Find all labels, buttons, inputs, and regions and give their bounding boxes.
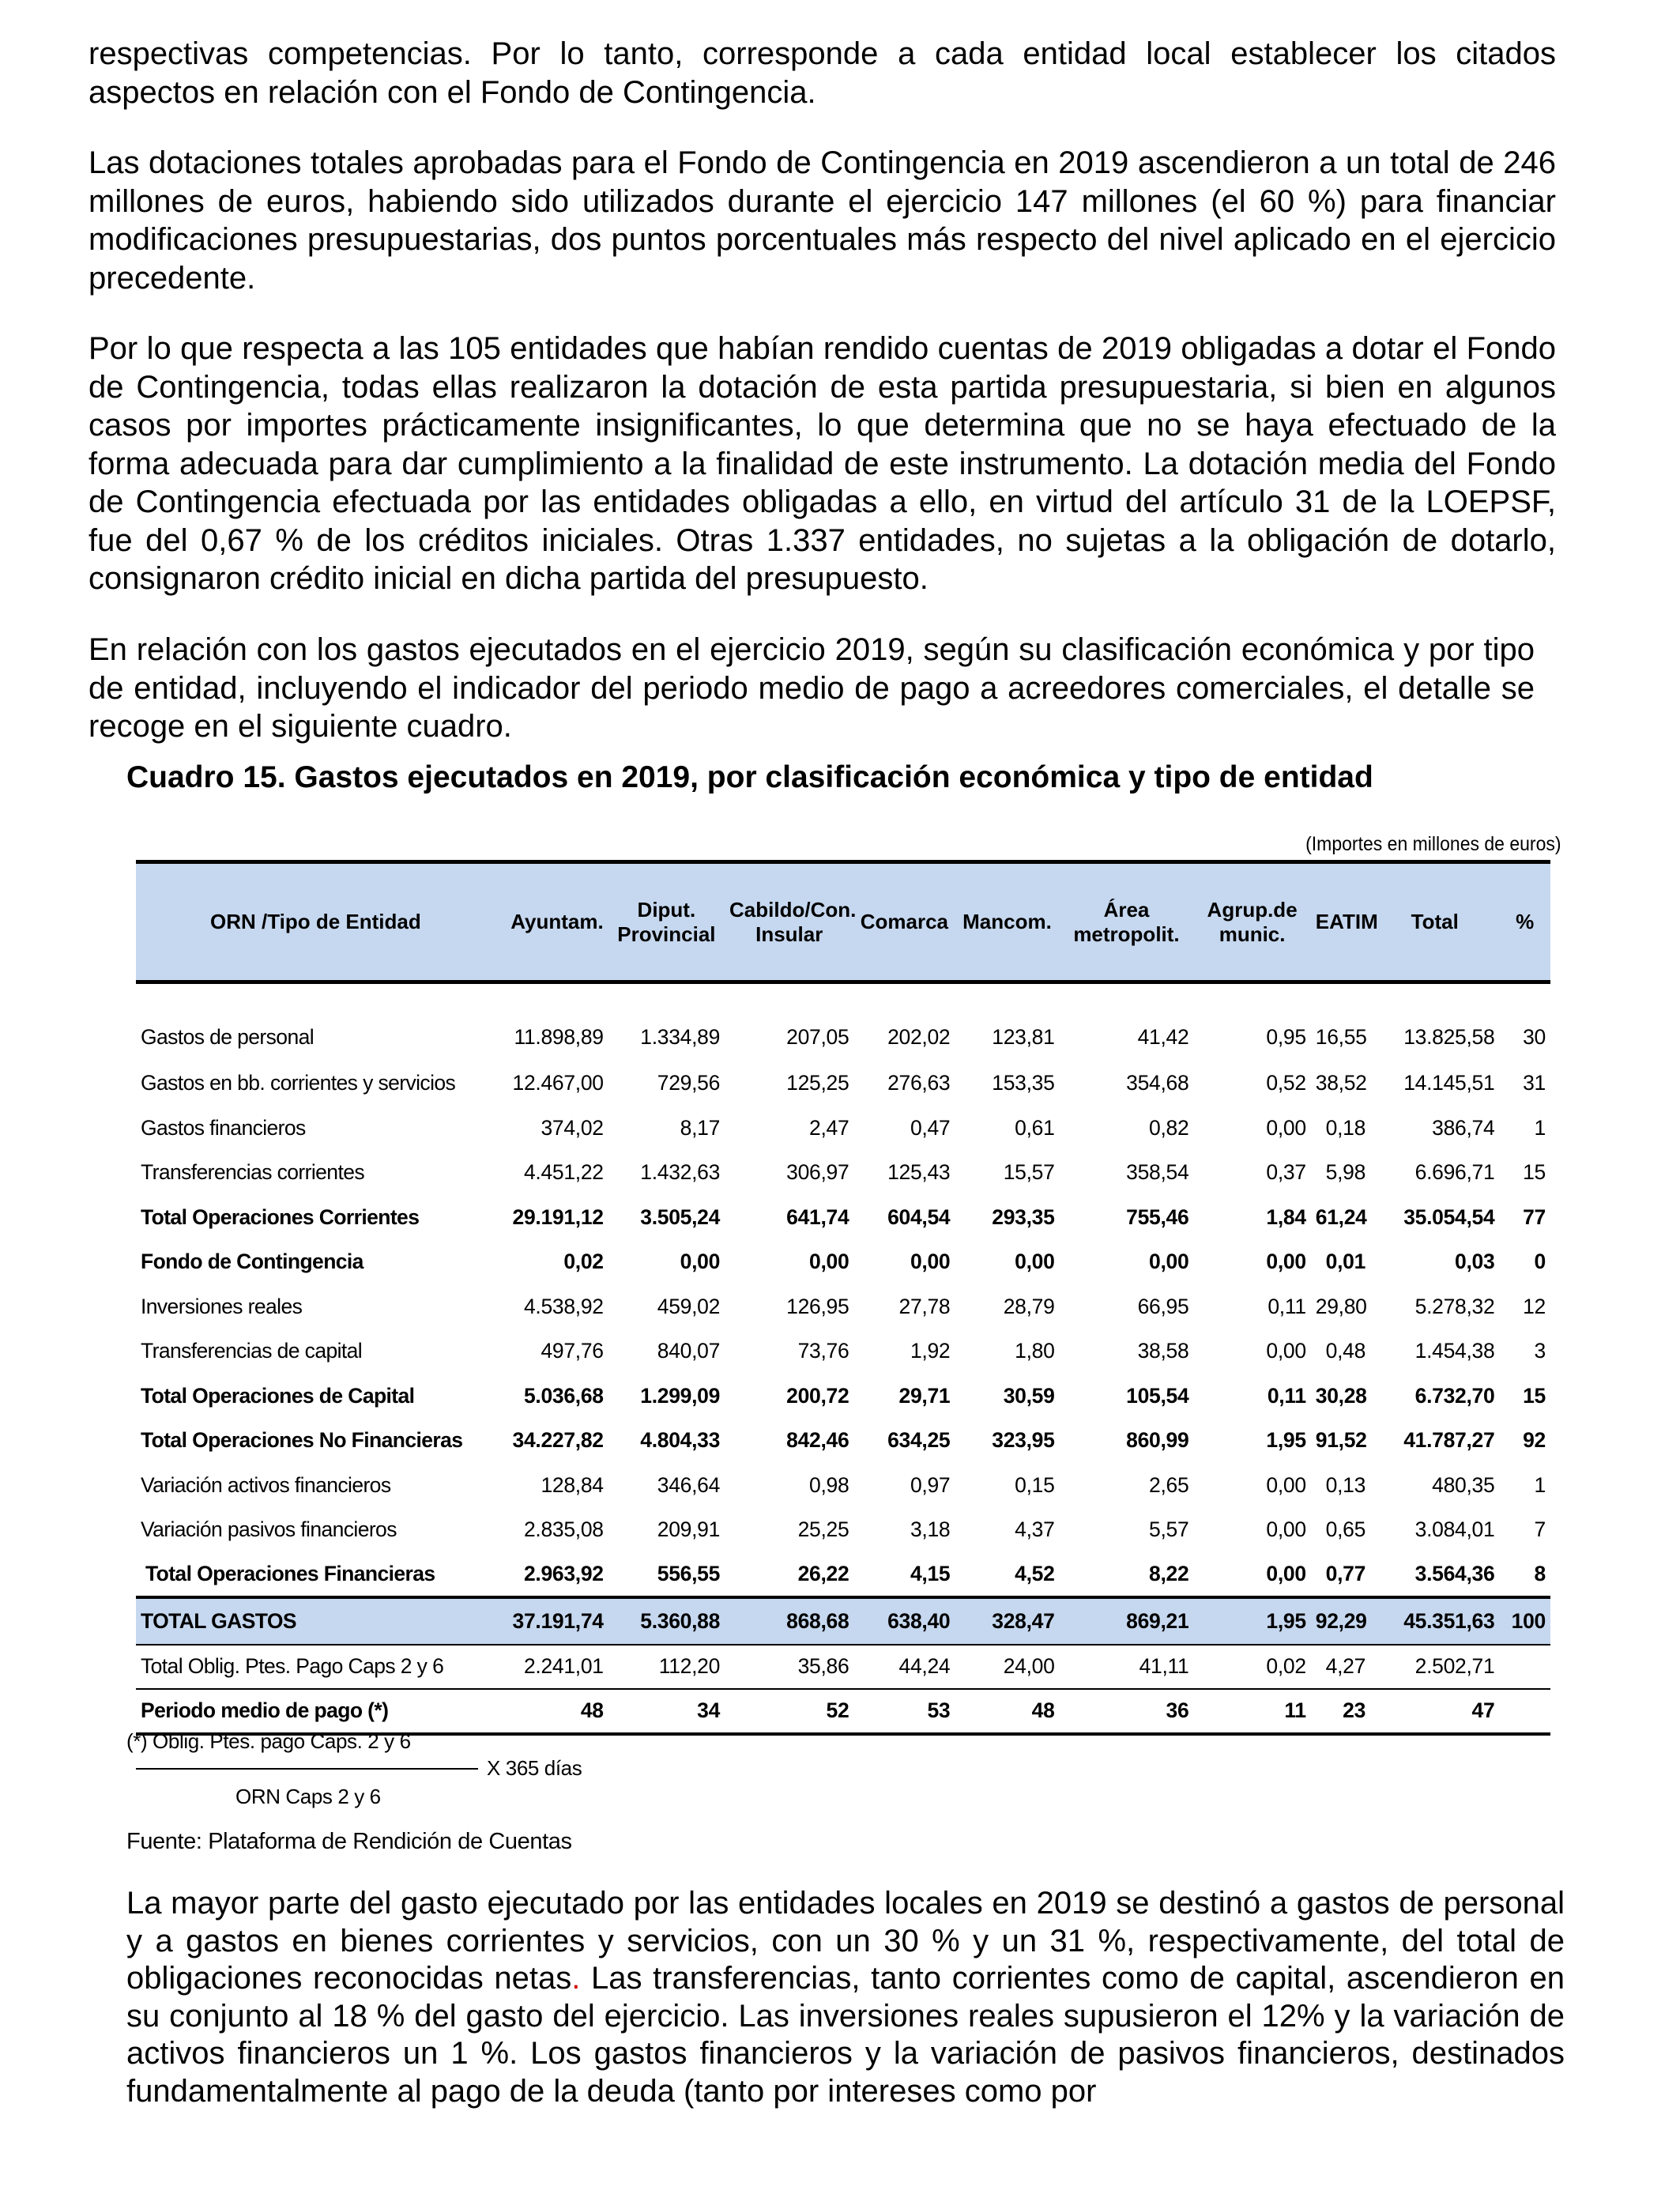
table-cell: 15 [1523, 1160, 1546, 1185]
table-cell: 358,54 [1126, 1160, 1189, 1185]
table-cell: 53 [853, 1689, 955, 1734]
table-cell: 3,18 [910, 1517, 951, 1542]
table-cell: 8,17 [680, 1115, 721, 1140]
table-cell: 37.191,74 [495, 1597, 608, 1645]
table-row [136, 1151, 1550, 1196]
table-cell: 200,72 [786, 1383, 849, 1408]
source-note: Fuente: Plataforma de Rendición de Cuentas [126, 1829, 572, 1854]
table-cell: 0,01 [1325, 1250, 1366, 1274]
table-cell: 13.825,58 [1403, 1025, 1495, 1050]
header-total: Total [1370, 862, 1499, 982]
table-cell: 25,25 [797, 1517, 849, 1542]
table-cell: 38,52 [1315, 1071, 1367, 1095]
table-cell: 0,00 [1266, 1472, 1306, 1497]
table-cell: 0,00 [1266, 1250, 1306, 1274]
table-row [136, 1689, 1550, 1734]
table-row [136, 1374, 1550, 1419]
table-cell: 30,59 [1003, 1383, 1055, 1408]
table-cell: 4,52 [1015, 1561, 1055, 1585]
header-percent: % [1499, 862, 1550, 982]
table-cell: 755,46 [1126, 1204, 1189, 1229]
formula-multiplier: X 365 días [487, 1756, 582, 1780]
table-cell: 0,37 [1266, 1160, 1306, 1185]
table-row [136, 1597, 1550, 1645]
table-cell: 634,25 [887, 1428, 951, 1453]
table-cell: 5.036,68 [523, 1383, 604, 1408]
table-cell: 0,00 [680, 1250, 721, 1274]
row-label: Transferencias de capital [141, 1339, 363, 1363]
row-label: Inversiones reales [141, 1294, 303, 1318]
table-cell: 5,57 [1149, 1517, 1189, 1542]
table-cell: 28,79 [1003, 1294, 1055, 1318]
table-row [136, 1329, 1550, 1374]
formula-fraction-line [136, 1768, 478, 1770]
table-cell: 36 [1060, 1689, 1194, 1734]
table-cell: 306,97 [786, 1160, 849, 1185]
table-cell: 0,97 [910, 1472, 951, 1497]
table-cell: 6.696,71 [1414, 1160, 1495, 1185]
table-cell: 1.432,63 [640, 1160, 721, 1185]
paragraph-5-part-a: La mayor parte del gasto ejecutado por las entidades locales en 2019 se destinó a gastos de personal y a gastos en bienes corrientes y servicios, con un 30 % y un 31 %, respectivamente, del total de obligaciones reconocidas netas [126, 1886, 1565, 1996]
table-cell: 202,02 [887, 1025, 951, 1050]
header-eatim: EATIM [1311, 862, 1370, 982]
table-cell: 44,24 [853, 1645, 955, 1690]
table-cell [1499, 1689, 1550, 1734]
table-cell: 4,37 [1015, 1517, 1055, 1542]
table-cell: 5,98 [1325, 1160, 1366, 1185]
table-cell: 497,76 [541, 1339, 604, 1363]
table-cell: 73,76 [797, 1339, 849, 1363]
table-cell: 868,68 [725, 1597, 853, 1645]
table-cell: 2,65 [1149, 1472, 1189, 1497]
table-cell: 207,05 [786, 1025, 849, 1050]
row-label: Transferencias corrientes [141, 1160, 364, 1185]
row-label: TOTAL GASTOS [136, 1597, 495, 1645]
table-cell: 3.505,24 [640, 1204, 721, 1229]
table-cell: 35,86 [725, 1645, 853, 1690]
table-cell: 1,92 [910, 1339, 951, 1363]
table-cell: 153,35 [992, 1071, 1055, 1095]
row-label: Total Operaciones Financieras [145, 1561, 435, 1585]
formula-denominator: ORN Caps 2 y 6 [235, 1785, 381, 1808]
table-cell: 4.804,33 [640, 1428, 721, 1453]
table-cell: 35.054,54 [1403, 1204, 1495, 1229]
table-cell: 1.334,89 [640, 1025, 721, 1050]
table-cell: 0,00 [1266, 1561, 1306, 1585]
table-row [136, 1106, 1550, 1151]
table-cell: 0,00 [809, 1250, 849, 1274]
table-cell: 0,61 [1015, 1115, 1055, 1140]
table-cell: 125,43 [887, 1160, 951, 1185]
table-row [136, 1419, 1550, 1464]
table-cell: 41,11 [1060, 1645, 1194, 1690]
table-cell: 12.467,00 [512, 1071, 604, 1095]
header-comarca: Comarca [853, 862, 955, 982]
table-cell: 30 [1523, 1025, 1546, 1050]
paragraph-5-part-b: Las transferencias, tanto corrientes como de capital, ascendieron en su conjunto al 18 % del gasto del ejercicio. Las inversiones reales supusieron el 12% y la variación de activos financieros un 1 %. Los gastos financieros y la variación de pasivos financieros, destinados fundamentalmente al pago de la deuda (tanto por intereses como por [126, 1961, 1565, 2109]
header-agrup-munic: Agrup.de munic. [1193, 862, 1310, 982]
header-diput-provincial: Diput. Provincial [608, 862, 725, 982]
table-cell: 1,84 [1266, 1204, 1306, 1229]
table-row [136, 1645, 1550, 1690]
table-cell: 0 [1534, 1250, 1546, 1274]
table-cell: 0,11 [1267, 1383, 1306, 1408]
table-cell: 48 [955, 1689, 1059, 1734]
table-cell: 15 [1523, 1383, 1546, 1408]
table-cell: 27,78 [898, 1294, 951, 1318]
table-cell: 209,91 [657, 1517, 721, 1542]
header-area-metropolit: Área metropolit. [1060, 862, 1194, 982]
table-row [136, 1508, 1550, 1553]
header-entity-type: ORN /Tipo de Entidad [136, 862, 495, 982]
table-cell: 346,64 [657, 1472, 721, 1497]
table-cell: 0,48 [1325, 1339, 1366, 1363]
table-cell: 480,35 [1432, 1472, 1495, 1497]
table-cell: 8,22 [1149, 1561, 1189, 1585]
table-cell: 1,95 [1193, 1597, 1310, 1645]
table-cell: 840,07 [657, 1339, 721, 1363]
table-cell: 14.145,51 [1403, 1071, 1495, 1095]
table-cell: 2.835,08 [523, 1517, 604, 1542]
table-cell: 293,35 [992, 1204, 1055, 1229]
table-cell: 34.227,82 [512, 1428, 604, 1453]
table-row [136, 982, 1550, 1061]
table-cell: 105,54 [1126, 1383, 1189, 1408]
table-row [136, 1195, 1550, 1240]
table-row [136, 1061, 1550, 1106]
table-cell: 45.351,63 [1370, 1597, 1499, 1645]
table-cell: 52 [725, 1689, 853, 1734]
table-cell: 38,58 [1137, 1339, 1189, 1363]
table-cell: 2.502,71 [1370, 1645, 1499, 1690]
paragraph-2: Las dotaciones totales aprobadas para el Fondo de Contingencia en 2019 ascendieron a un total de 246 millones de euros, habiendo sido utilizados durante el ejercicio 147 millones (el 60 %) para financiar modificaciones presupuestarias, dos puntos porcentuales más respecto del nivel aplicado en el ejercicio precedente. [89, 145, 1556, 296]
table-cell: 30,28 [1315, 1383, 1367, 1408]
table-cell: 91,52 [1315, 1428, 1367, 1453]
row-label: Variación pasivos financieros [141, 1517, 397, 1542]
table-cell: 556,55 [657, 1561, 721, 1585]
table-cell: 0,77 [1325, 1561, 1366, 1585]
table-cell: 1,80 [1015, 1339, 1055, 1363]
table-cell: 29,71 [898, 1383, 951, 1408]
table-cell: 92 [1523, 1428, 1546, 1453]
table-cell: 0,98 [809, 1472, 849, 1497]
table-cell: 0,00 [1266, 1517, 1306, 1542]
table-cell: 61,24 [1315, 1204, 1367, 1229]
expenses-table [136, 860, 1550, 1736]
table-cell: 15,57 [1003, 1160, 1055, 1185]
table-title: Cuadro 15. Gastos ejecutados en 2019, por clasificación económica y tipo de entidad [126, 760, 1373, 794]
table-cell: 100 [1499, 1597, 1550, 1645]
table-cell: 0,00 [1015, 1250, 1055, 1274]
table-cell [1499, 1645, 1550, 1690]
table-cell: 41.787,27 [1403, 1428, 1495, 1453]
table-cell: 354,68 [1126, 1071, 1189, 1095]
table-cell: 1.299,09 [640, 1383, 721, 1408]
table-cell: 328,47 [955, 1597, 1059, 1645]
table-cell: 0,00 [1266, 1115, 1306, 1140]
red-period: . [571, 1961, 581, 1996]
table-cell: 12 [1523, 1294, 1546, 1318]
table-cell: 4.538,92 [523, 1294, 604, 1318]
table-cell: 7 [1534, 1517, 1546, 1542]
table-cell: 16,55 [1315, 1025, 1367, 1050]
table-row [136, 1240, 1550, 1285]
table-cell: 5.360,88 [608, 1597, 725, 1645]
table-cell: 48 [495, 1689, 608, 1734]
table-row [136, 1552, 1550, 1597]
table-units: (Importes en millones de euros) [1305, 833, 1561, 855]
formula-numerator: (*) Oblig. Ptes. pago Caps. 2 y 6 [126, 1729, 411, 1753]
table-cell: 0,03 [1455, 1250, 1495, 1274]
row-label: Total Operaciones No Financieras [141, 1428, 463, 1453]
table-cell: 3 [1534, 1339, 1546, 1363]
table-cell: 0,18 [1325, 1115, 1366, 1140]
table-cell: 842,46 [786, 1428, 849, 1453]
table-header-row [136, 862, 1550, 982]
table-cell: 0,00 [910, 1250, 951, 1274]
table-cell: 0,00 [1266, 1339, 1306, 1363]
table-cell: 276,63 [887, 1071, 951, 1095]
table-cell: 4.451,22 [523, 1160, 604, 1185]
table-cell: 0,13 [1325, 1472, 1366, 1497]
table-cell: 2.963,92 [523, 1561, 604, 1585]
table-cell: 459,02 [657, 1294, 721, 1318]
table-cell: 0,11 [1268, 1294, 1306, 1318]
table-cell: 0,82 [1149, 1115, 1189, 1140]
table-cell: 29,80 [1315, 1294, 1367, 1318]
table-cell: 860,99 [1126, 1428, 1189, 1453]
table-cell: 6.732,70 [1414, 1383, 1495, 1408]
table-cell: 729,56 [657, 1071, 721, 1095]
table-cell: 1 [1534, 1115, 1546, 1140]
row-label: Variación activos financieros [141, 1472, 391, 1497]
table-cell: 323,95 [992, 1428, 1055, 1453]
table-cell: 0,02 [563, 1250, 604, 1274]
table-cell: 29.191,12 [512, 1204, 604, 1229]
table-cell: 869,21 [1060, 1597, 1194, 1645]
table-cell: 4,15 [910, 1561, 951, 1585]
table-cell: 128,84 [541, 1472, 604, 1497]
table-cell: 0,00 [1149, 1250, 1189, 1274]
row-label: Periodo medio de pago (*) [136, 1689, 495, 1734]
table-cell: 374,02 [541, 1115, 604, 1140]
table-cell: 2.241,01 [495, 1645, 608, 1690]
table-cell: 34 [608, 1689, 725, 1734]
table-cell: 386,74 [1432, 1115, 1495, 1140]
row-label: Total Operaciones de Capital [141, 1383, 415, 1408]
table-cell: 1 [1534, 1472, 1546, 1497]
table-cell: 5.278,32 [1414, 1294, 1495, 1318]
table-row [136, 1284, 1550, 1329]
table-cell: 24,00 [955, 1645, 1059, 1690]
table-cell: 641,74 [786, 1204, 849, 1229]
paragraph-4: En relación con los gastos ejecutados en el ejercicio 2019, según su clasificación económica y por tipo de entidad, incluyendo el indicador del periodo medio de pago a acreedores comerciales, el detalle se recoge en el siguiente cuadro. [89, 632, 1535, 744]
row-label: Total Operaciones Corrientes [141, 1204, 420, 1229]
row-label: Fondo de Contingencia [141, 1250, 363, 1274]
header-mancom: Mancom. [955, 862, 1059, 982]
row-label: Gastos de personal [141, 1025, 315, 1050]
table-cell: 2,47 [809, 1115, 849, 1140]
table-cell: 0,15 [1015, 1472, 1055, 1497]
table-row [136, 1463, 1550, 1508]
table-cell: 66,95 [1137, 1294, 1189, 1318]
table-cell: 0,02 [1193, 1645, 1310, 1690]
paragraph-5 [126, 1885, 1565, 2110]
table-cell: 11 [1193, 1689, 1310, 1734]
table-cell: 604,54 [887, 1204, 951, 1229]
table-cell: 3.084,01 [1414, 1517, 1495, 1542]
table-cell: 0,65 [1325, 1517, 1366, 1542]
table-cell: 123,81 [992, 1025, 1055, 1050]
table-cell: 1.454,38 [1414, 1339, 1495, 1363]
table-cell: 77 [1523, 1204, 1546, 1229]
header-cabildo-insular: Cabildo/Con. Insular [725, 862, 853, 982]
table-cell: 26,22 [797, 1561, 849, 1585]
table-cell: 41,42 [1137, 1025, 1189, 1050]
table-cell: 0,52 [1266, 1071, 1306, 1095]
table-cell: 0,95 [1266, 1025, 1306, 1050]
table-cell: 4,27 [1311, 1645, 1370, 1690]
row-label: Gastos financieros [141, 1115, 306, 1140]
table-cell: 8 [1534, 1561, 1546, 1585]
table-cell: 1,95 [1266, 1428, 1306, 1453]
table-cell: 11.898,89 [514, 1025, 604, 1050]
table-cell: 31 [1523, 1071, 1546, 1095]
table-cell: 126,95 [786, 1294, 849, 1318]
header-ayuntam: Ayuntam. [495, 862, 608, 982]
table-cell: 47 [1370, 1689, 1499, 1734]
paragraph-1: respectivas competencias. Por lo tanto, corresponde a cada entidad local establecer los citados aspectos en relación con el Fondo de Contingencia. [89, 36, 1556, 110]
table-cell: 112,20 [608, 1645, 725, 1690]
table-cell: 638,40 [853, 1597, 955, 1645]
table-cell: 23 [1311, 1689, 1370, 1734]
table-cell: 0,47 [910, 1115, 951, 1140]
table-cell: 125,25 [786, 1071, 849, 1095]
table-cell: 3.564,36 [1414, 1561, 1495, 1585]
table-cell: 92,29 [1311, 1597, 1370, 1645]
paragraph-3: Por lo que respecta a las 105 entidades que habían rendido cuentas de 2019 obligadas a dotar el Fondo de Contingencia, todas ellas realizaron la dotación de esta partida presupuestaria, si bien en algunos casos por importes prácticamente insignificantes, lo que determina que no se haya efectuado de la forma adecuada para dar cumplimiento a la finalidad de este instrumento. La dotación media del Fondo de Contingencia efectuada por las entidades obligadas a ello, en virtud del artículo 31 de la LOEPSF, fue del 0,67 % de los créditos iniciales. Otras 1.337 entidades, no sujetas a la obligación de dotarlo, consignaron crédito inicial en dicha partida del presupuesto. [89, 331, 1556, 596]
row-label: Total Oblig. Ptes. Pago Caps 2 y 6 [136, 1645, 495, 1690]
row-label: Gastos en bb. corrientes y servicios [141, 1071, 456, 1095]
